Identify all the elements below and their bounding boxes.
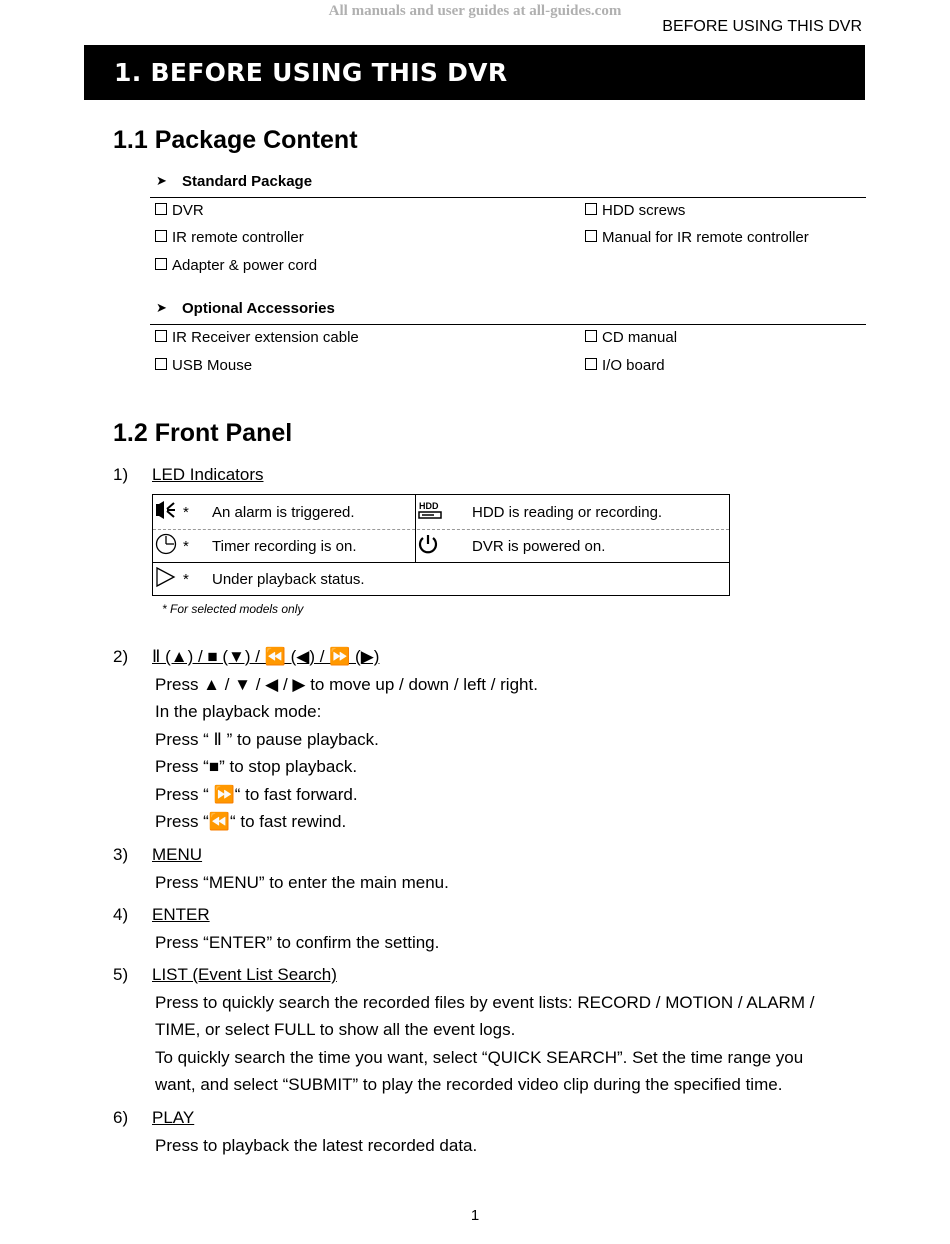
timer-description: Timer recording is on. (212, 538, 357, 555)
menu-heading: MENU (152, 845, 203, 864)
table-row (153, 495, 729, 530)
play-icon (155, 566, 177, 588)
body-text: Press ▲ / ▼ / ◀ / ▶ to move up / down / left / right. (155, 675, 538, 694)
list-item: IR remote controller (155, 229, 304, 246)
section-title-package-content: 1.1 Package Content (113, 126, 358, 154)
body-text: In the playback mode: (155, 702, 322, 721)
section-title-front-panel: 1.2 Front Panel (113, 419, 293, 447)
body-text: Press “ENTER” to confirm the setting. (155, 933, 440, 952)
body-text: Press “MENU” to enter the main menu. (155, 873, 449, 892)
body-text: want, and select “SUBMIT” to play the recorded video clip during the specified time. (155, 1075, 783, 1094)
led-indicator-table (152, 494, 730, 596)
watermark: All manuals and user guides at all-guides.com (328, 3, 622, 19)
body-text: Press “ ⏩“ to fast forward. (155, 785, 358, 804)
table-row (153, 562, 729, 595)
chapter-title: 1. BEFORE USING THIS DVR (114, 58, 508, 87)
chapter-banner (84, 45, 865, 100)
list-item: Adapter & power cord (155, 257, 317, 274)
body-text: Press “■” to stop playback. (155, 757, 358, 776)
navigation-keys-heading: Ⅱ (▲) / ■ (▼) / ⏪ (◀) / ⏩ (▶) (152, 647, 380, 666)
list-item: IR Receiver extension cable (155, 329, 359, 346)
table-row (153, 529, 729, 563)
playback-description: Under playback status. (212, 571, 365, 588)
standard-package-label: Standard Package (182, 173, 313, 190)
body-text: Press “ Ⅱ ” to pause playback. (155, 730, 379, 749)
optional-accessories-heading (150, 298, 866, 325)
power-icon (417, 533, 439, 555)
checkbox-icon (585, 203, 597, 215)
item-number: 3) (113, 845, 129, 864)
item-number: 4) (113, 905, 129, 924)
svg-text:HDD: HDD (419, 501, 439, 511)
footnote: * For selected models only (162, 602, 304, 616)
column-divider (415, 495, 416, 562)
play-heading: PLAY (152, 1108, 195, 1127)
arrow-bullet-icon: ➤ (156, 173, 167, 188)
body-text: Press to quickly search the recorded files by event lists: RECORD / MOTION / ALARM / (155, 993, 815, 1012)
item-number: 2) (113, 647, 129, 666)
checkbox-icon (155, 203, 167, 215)
clock-icon (155, 533, 177, 555)
led-indicators-heading: LED Indicators (152, 465, 264, 484)
alarm-description: An alarm is triggered. (212, 504, 355, 521)
page-number: 1 (470, 1207, 480, 1224)
hdd-description: HDD is reading or recording. (472, 504, 663, 521)
item-number: 5) (113, 965, 129, 984)
body-text: TIME, or select FULL to show all the event logs. (155, 1020, 516, 1039)
checkbox-icon (155, 330, 167, 342)
checkbox-icon (585, 230, 597, 242)
body-text: Press “⏪“ to fast rewind. (155, 812, 347, 831)
checkbox-icon (155, 230, 167, 242)
checkbox-icon (155, 358, 167, 370)
selected-models-marker: * (183, 538, 189, 555)
hdd-icon (418, 499, 444, 521)
list-item: Manual for IR remote controller (585, 229, 809, 246)
selected-models-marker: * (183, 504, 189, 521)
alarm-icon (155, 499, 177, 521)
body-text: To quickly search the time you want, select “QUICK SEARCH”. Set the time range you (155, 1048, 804, 1067)
checkbox-icon (155, 258, 167, 270)
list-heading: LIST (Event List Search) (152, 965, 337, 984)
list-item: I/O board (585, 357, 665, 374)
item-number: 6) (113, 1108, 129, 1127)
body-text: Press to playback the latest recorded data. (155, 1136, 478, 1155)
checkbox-icon (585, 358, 597, 370)
standard-package-heading (150, 171, 866, 198)
selected-models-marker: * (183, 571, 189, 588)
power-description: DVR is powered on. (472, 538, 606, 555)
arrow-bullet-icon: ➤ (156, 300, 167, 315)
enter-heading: ENTER (152, 905, 210, 924)
list-item: HDD screws (585, 202, 685, 219)
list-item: DVR (155, 202, 204, 219)
item-number: 1) (113, 465, 129, 484)
list-item: CD manual (585, 329, 677, 346)
list-item: USB Mouse (155, 357, 252, 374)
optional-accessories-label: Optional Accessories (182, 300, 335, 317)
checkbox-icon (585, 330, 597, 342)
running-header: BEFORE USING THIS DVR (662, 18, 862, 35)
